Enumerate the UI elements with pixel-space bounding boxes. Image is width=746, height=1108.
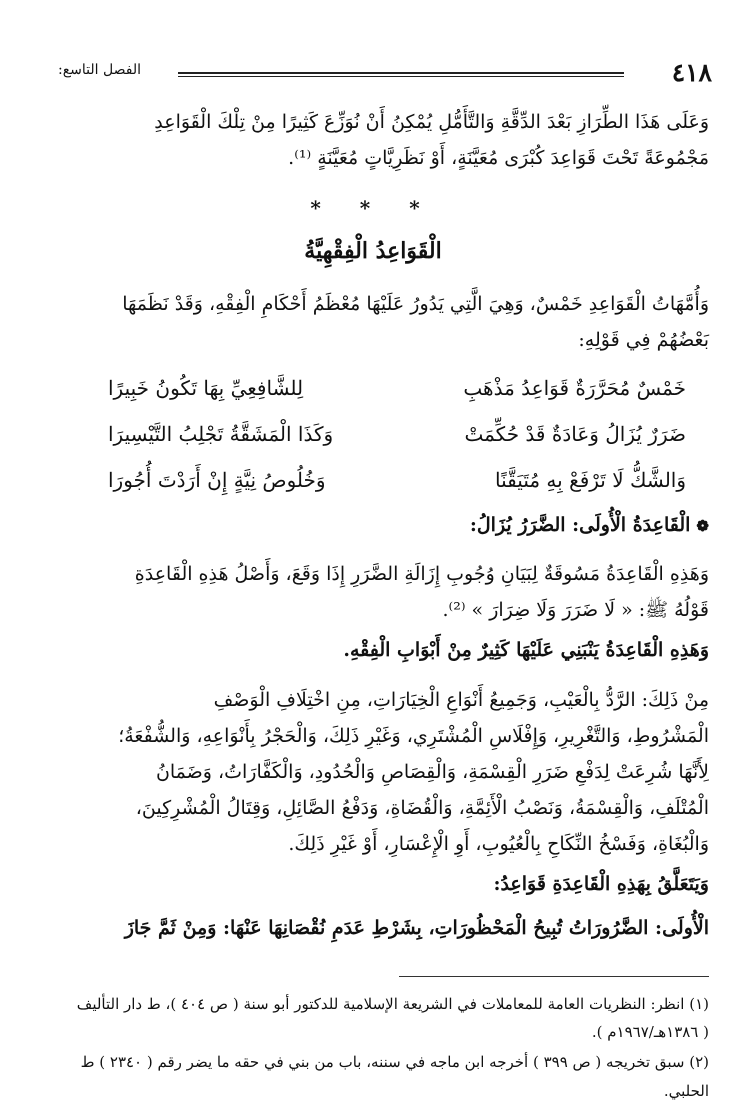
poem-verse <box>60 376 686 410</box>
poem-verse <box>60 422 686 456</box>
header-rule <box>178 72 624 77</box>
chapter-label: الفصل التاسع: <box>58 62 141 78</box>
verse-first-half: وَالشَّكُّ لَا تَرْفَعْ بِهِ مُتَيَقَّنًا <box>495 468 686 492</box>
intro-line-2: مَجْمُوعَةً تَحْتَ قَوَاعِدَ كُبْرَى مُعَيَّنَةٍ، أَوْ نَظَرِيَّاتٍ مُعَيَّنَةٍ ⁽¹⁾. <box>288 147 709 169</box>
rule-one-paragraph-line: قَوْلُهُ ﷺ: « لَا ضَرَرَ وَلَا ضِرَارَ » ⁽²⁾. <box>442 599 709 621</box>
page-header <box>58 58 712 88</box>
footnote-1-line: ( ١٣٨٦هـ/١٩٦٧م ). <box>591 1023 709 1041</box>
page-number: ٤١٨ <box>671 58 712 87</box>
intro-line-1: وَعَلَى هَذَا الطِّرَازِ بَعْدَ الدِّقَّةِ وَالتَّأَمُّلِ يُمْكِنُ أَنْ نُوَزِّعَ كَثِيرًا مِنْ تِلْكَ الْقَوَاعِدِ <box>154 111 709 133</box>
examples-line: مِنْ ذَلِكَ: الرَّدُّ بِالْعَيْبِ، وَجَمِيعُ أَنْوَاعِ الْخِيَارَاتِ، مِنِ اخْتِلَافِ الْوَصْفِ <box>213 689 709 711</box>
examples-line: الْمَشْرُوطِ، وَالتَّغْرِيرِ، وَإِفْلَاسِ الْمُشْتَرِي، وَغَيْرِ ذَلِكَ، وَالْحَجْرُ بِأَنْوَاعِهِ، وَالشُّفْعَةُ؛ <box>118 725 709 747</box>
footnote-divider <box>399 976 709 977</box>
section-title: الْقَوَاعِدُ الْفِقْهِيَّةُ <box>304 238 442 264</box>
verse-first-half: خَمْسٌ مُحَرَّرَةٌ قَوَاعِدُ مَذْهَبِ <box>463 376 686 400</box>
verse-first-half: ضَرَرٌ يُزَالُ وَعَادَةٌ قَدْ حُكِّمَتْ <box>464 422 686 446</box>
examples-line: لِأَنَّهَا شُرِعَتْ لِدَفْعِ ضَرَرِ الْقِسْمَةِ، وَالْقِصَاصِ وَالْحُدُودِ، وَالْكَفَّارَاتُ، وَضَمَانُ <box>155 761 709 783</box>
examples-line: وَالْبُغَاةِ، وَفَسْخُ النِّكَاحِ بِالْعُيُوبِ، أَوِ الْإِعْسَارِ، أَوْ غَيْرِ ذَلِكَ. <box>288 833 709 855</box>
footnote-1-line: (١) انظر: النظريات العامة للمعاملات في الشريعة الإسلامية للدكتور أبو سنة ( ص ٤٠٤ )، ط دار التأليف <box>76 995 709 1013</box>
examples-line: الْمُتْلَفِ، وَالْقِسْمَةُ، وَنَصْبُ الْأَئِمَّةِ، وَالْقُضَاةِ، وَدَفْعُ الصَّائِلِ، وَقِتَالُ الْمُشْرِكِينَ، <box>135 797 709 819</box>
sub-rules-intro: وَيَتَعَلَّقُ بِهَذِهِ الْقَاعِدَةِ قَوَاعِدُ: <box>493 873 709 895</box>
rule-one-branch-note: وَهَذِهِ الْقَاعِدَةُ يَنْبَنِي عَلَيْهَا كَثِيرٌ مِنْ أَبْوَابِ الْفِقْهِ. <box>343 639 709 661</box>
verse-second-half: لِلشَّافِعِيِّ بِهَا تَكُونُ خَبِيرًا <box>108 376 304 400</box>
poem-verse <box>60 468 686 502</box>
rule-one-heading <box>40 514 709 536</box>
rule-one-title: الْقَاعِدَةُ الْأُولَى: الضَّرَرُ يُزَالُ: <box>469 514 691 536</box>
verse-second-half: وَخُلُوصُ نِيَّةٍ إِنْ أَرَدْتَ أُجُورَا <box>108 468 326 492</box>
section-separator: * * * <box>310 196 436 220</box>
mothers-line-1: وَأُمَّهَاتُ الْقَوَاعِدِ خَمْسٌ، وَهِيَ الَّتِي يَدُورُ عَلَيْهَا مُعْظَمُ أَحْكَامِ الْفِقْهِ، وَقَدْ نَظَمَهَا <box>122 293 709 315</box>
footnote-2: (٢) سبق تخريجه ( ص ٣٩٩ ) أخرجه ابن ماجه في سننه، باب من بني في حقه ما يضر رقم ( ٢٣٤٠ ) ط الحلبي. <box>80 1053 709 1100</box>
rule-one-paragraph-line: وَهَذِهِ الْقَاعِدَةُ مَسُوقَةٌ لِبَيَانِ وُجُوبِ إِزَالَةِ الضَّرَرِ إِذَا وَقَعَ، وَأَصْلُ هَذِهِ الْقَاعِدَةِ <box>134 563 709 585</box>
mothers-line-2: بَعْضُهُمْ فِي قَوْلِهِ: <box>578 329 709 351</box>
sub-rule-first: الْأُولَى: الضَّرُورَاتُ تُبِيحُ الْمَحْظُورَاتِ، بِشَرْطِ عَدَمِ نُقْصَانِهَا عَنْهَا: وَمِنْ ثَمَّ جَازَ <box>124 917 709 939</box>
verse-second-half: وَكَذَا الْمَشَقَّةُ تَجْلِبُ التَّيْسِيرَا <box>108 422 334 446</box>
flower-icon: ❁ <box>696 517 709 535</box>
